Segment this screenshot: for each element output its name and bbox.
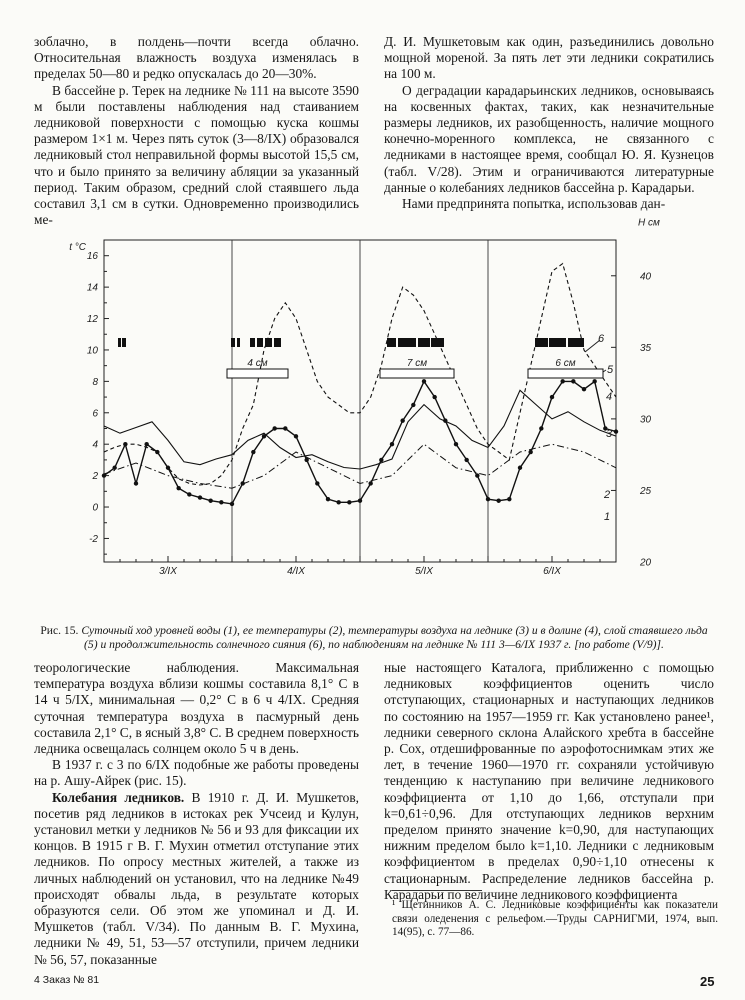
left-tick-label: 4 (92, 439, 98, 451)
series-3-point (571, 379, 575, 383)
series-3-point (262, 434, 266, 438)
series-3-point (347, 500, 351, 504)
melt-layer-label: 6 см (555, 358, 576, 369)
series-3-point (390, 442, 394, 446)
series-3-point (219, 500, 223, 504)
series-3-point (422, 379, 426, 383)
curve-label-2: 2 (604, 489, 611, 501)
series-3-point (134, 481, 138, 485)
series-3-point (230, 502, 234, 506)
series-3-point (144, 442, 148, 446)
series-3-point (560, 379, 564, 383)
left-tick-label: 6 (92, 408, 98, 420)
left-axis-label: t °C (69, 242, 86, 253)
left-tick-label: 12 (86, 314, 98, 326)
series-3-point (475, 473, 479, 477)
paragraph: зоблачно, в полдень—почти всегда облачно. Относительная влажность воздуха изменялась в пределах 50—80 и редко опускалась до 20—30%. (34, 34, 359, 82)
series-3-point (496, 499, 500, 503)
melt-layer-bar (528, 369, 603, 378)
day-label: 6/IX (543, 566, 561, 577)
series-3-point (454, 442, 458, 446)
series-3-point (550, 395, 554, 399)
day-label: 4/IX (287, 566, 305, 577)
bottom-left-column (34, 660, 359, 968)
section-text: В 1910 г. Д. И. Мушкетов, посетив ряд ледников в истоках рек Учсеид и Кулун, установил метки у ледников № 56 и 93 для фиксации их концов. В 1915 г В. Г. Мухин отметил отступание этих ледников. По опросу местных жителей, а также из личных наблюдений он установил, что на леднике №49 происходят обвалы льда, в результате которых образуются сели. Об этом же упоминал и Д. И. Мушкетов (табл. V/34). По данным В. Г. Мухина, ледники № 49, 51, 53—57 отступили, причем ледники № 56, 57, показанные (34, 789, 360, 967)
series-3-point (592, 379, 596, 383)
series-3-point (208, 499, 212, 503)
series-3-point (283, 426, 287, 430)
left-tick-label: 16 (86, 251, 98, 263)
series-3-point (358, 499, 362, 503)
day-label: 5/IX (415, 566, 433, 577)
right-tick-label: 30 (640, 414, 652, 426)
caption-label: Рис. 15. (40, 624, 79, 637)
label-6-leader (585, 340, 600, 352)
footnote: ¹ Щетинников А. С. Ледниковые коэффициенты как показатели связи оледенения с рельефом.—Труды САРНИГМИ, 1974, вып. 14(95), с. 77—86. (392, 899, 718, 938)
left-tick-label: 8 (92, 376, 98, 388)
sunshine-gap (566, 338, 568, 347)
curve-label-6: 6 (598, 333, 605, 345)
footnote-rule (392, 890, 482, 891)
sunshine-gap (416, 338, 418, 347)
series-3-point (176, 486, 180, 490)
series-3-point (486, 497, 490, 501)
series-3-point (518, 466, 522, 470)
curve-label-4: 4 (606, 391, 613, 403)
left-tick-label: 2 (92, 471, 98, 483)
melt-layer-label: 7 см (406, 358, 428, 369)
melt-layer-bar (380, 369, 454, 378)
series-3-point (112, 466, 116, 470)
paragraph: В бассейне р. Терек на леднике № 111 на высоте 3590 м были поставлены наблюдения над стаиванием ледниковой поверхности с помощью куска кошмы размером 1×1 м. Через пять суток (3—8/IX) образовался ледниковый стол неправильной формы высотой 15,5 см, что и было принято за величину абляции за указанный период. Таким образом, средний слой стаявшего льда составил 3,1 см в сутки. Одновременно производились ме- (34, 82, 359, 228)
sunshine-bar (122, 338, 126, 347)
series-3-point (315, 481, 319, 485)
right-axis-label: H см (638, 217, 660, 229)
page-number: 25 (700, 974, 715, 989)
left-tick-label: 14 (86, 282, 98, 294)
paragraph: О деградации карадарьинских ледников, основываясь на косвенных фактах, таких, как незначительные размеры ледников, их разобщенность, наличие мощного конечно-моренного комплекса, не связанного с ледниками в настоящее время, сообщал Ю. Я. Кузнецов (табл. V/28). Этим и ограничиваются литературные данные о колебаниях ледников бассейна р. Карадарьи. (384, 82, 714, 195)
paragraph: Нами предпринята попытка, использовав дан- (402, 196, 666, 212)
paragraph: В 1937 г. с 3 по 6/IX подобные же работы проведены на р. Ашу-Айрек (рис. 15). (34, 757, 359, 789)
melt-layer-bar (227, 369, 288, 378)
sunshine-gap (396, 338, 398, 347)
left-tick-label: 10 (86, 345, 98, 357)
series-3-point (432, 395, 436, 399)
melt-layer-label: 4 см (247, 358, 268, 369)
curve-label-5: 5 (607, 364, 614, 376)
series-3-point (368, 481, 372, 485)
sunshine-bar (231, 338, 235, 347)
series-3-point (443, 418, 447, 422)
series-3-point (582, 387, 586, 391)
paragraph: Д. И. Мушкетовым как один, разъединились довольно мощной мореной. За пять лет эти ледники сократились на 100 м. (384, 34, 714, 82)
sunshine-bar (274, 338, 281, 347)
bottom-right-column (384, 660, 714, 903)
sunshine-bar (387, 338, 444, 347)
series-3-point (102, 473, 106, 477)
sunshine-gap (430, 338, 431, 347)
curve-label-3: 3 (606, 428, 613, 440)
caption-text: Суточный ход уровней воды (1), ее температуры (2), температуры воздуха на леднике (3) и в долине (4), слой стаявшего льда (5) и продолжительность солнечного сияния (6), по наблюдениям на леднике № 111 3—6/IX 1937 г. [по работе (V/9)]. (81, 624, 708, 651)
series-3-point (240, 481, 244, 485)
sunshine-bar (118, 338, 121, 347)
paragraph (34, 790, 359, 968)
series-3-point (326, 497, 330, 501)
series-3-point (272, 426, 276, 430)
paragraph: ные настоящего Каталога, приближенно с помощью ледниковых коэффициентов оценить число отступающих, стационарных и наступающих ледников по состоянию на 1957—1959 гг. Как установлено ранее¹, ледники северного склона Алайского хребта в бассейне р. Сох, отдешифрованные по аэрофотоснимкам этих же лет, в течение 1960—1970 гг. сохраняли устойчивую тенденцию к наступанию при величине ледникового коэффициента от 1,10 до 1,66, отступали при k=0,61÷0,96. Для отступающих ледников верхним пределом принято значение k=0,90, для наступающих нижним пределом было k=1,10. Ледники с ледниковым коэффициентом в пределах 0,90÷1,10 отнесены к стационарным. Распределение ледников бассейна р. Карадарьи по величине ледникового коэффициента (384, 660, 714, 902)
series-3-point (251, 450, 255, 454)
right-tick-label: 40 (640, 271, 652, 283)
sunshine-bar (265, 338, 272, 347)
series-3-point (187, 492, 191, 496)
sunshine-bar (237, 338, 240, 347)
sunshine-gap (548, 338, 549, 347)
series-3-point (507, 497, 511, 501)
sunshine-bar (535, 338, 584, 347)
series-3-point (539, 426, 543, 430)
series-3-point (614, 429, 618, 433)
series-3-point (336, 500, 340, 504)
series-3-point (198, 495, 202, 499)
section-heading: Колебания ледников. (52, 789, 185, 805)
curve-label-1: 1 (604, 511, 611, 523)
left-tick-label: 0 (92, 502, 98, 514)
printer-order-mark: 4 Заказ № 81 (34, 974, 100, 986)
sunshine-bar (257, 338, 263, 347)
day-label: 3/IX (159, 566, 177, 577)
right-tick-label: 35 (640, 342, 652, 354)
series-3-point (294, 434, 298, 438)
series-3-point (400, 418, 404, 422)
series-3-point (528, 450, 532, 454)
right-tick-label: 20 (640, 557, 652, 569)
right-tick-label: 25 (640, 485, 652, 497)
series-3-point (411, 403, 415, 407)
series-3-point (464, 458, 468, 462)
sunshine-bar (250, 338, 255, 347)
series-3-point (304, 458, 308, 462)
series-3-point (379, 458, 383, 462)
paragraph: теорологические наблюдения. Максимальная температура воздуха вблизи кошмы составила 8,1° С в 14 ч 5/IX, минимальная — 0,2° С в 6 ч 4/IX. Средняя суточная температура воздуха в пасмурный день составила 2,1° С, в ясный 3,8° С. В среднем поверхность ледника освещалась солнцем около 5 ч в день. (34, 660, 359, 757)
left-tick-label: -2 (89, 533, 98, 545)
figure-caption (34, 624, 714, 652)
